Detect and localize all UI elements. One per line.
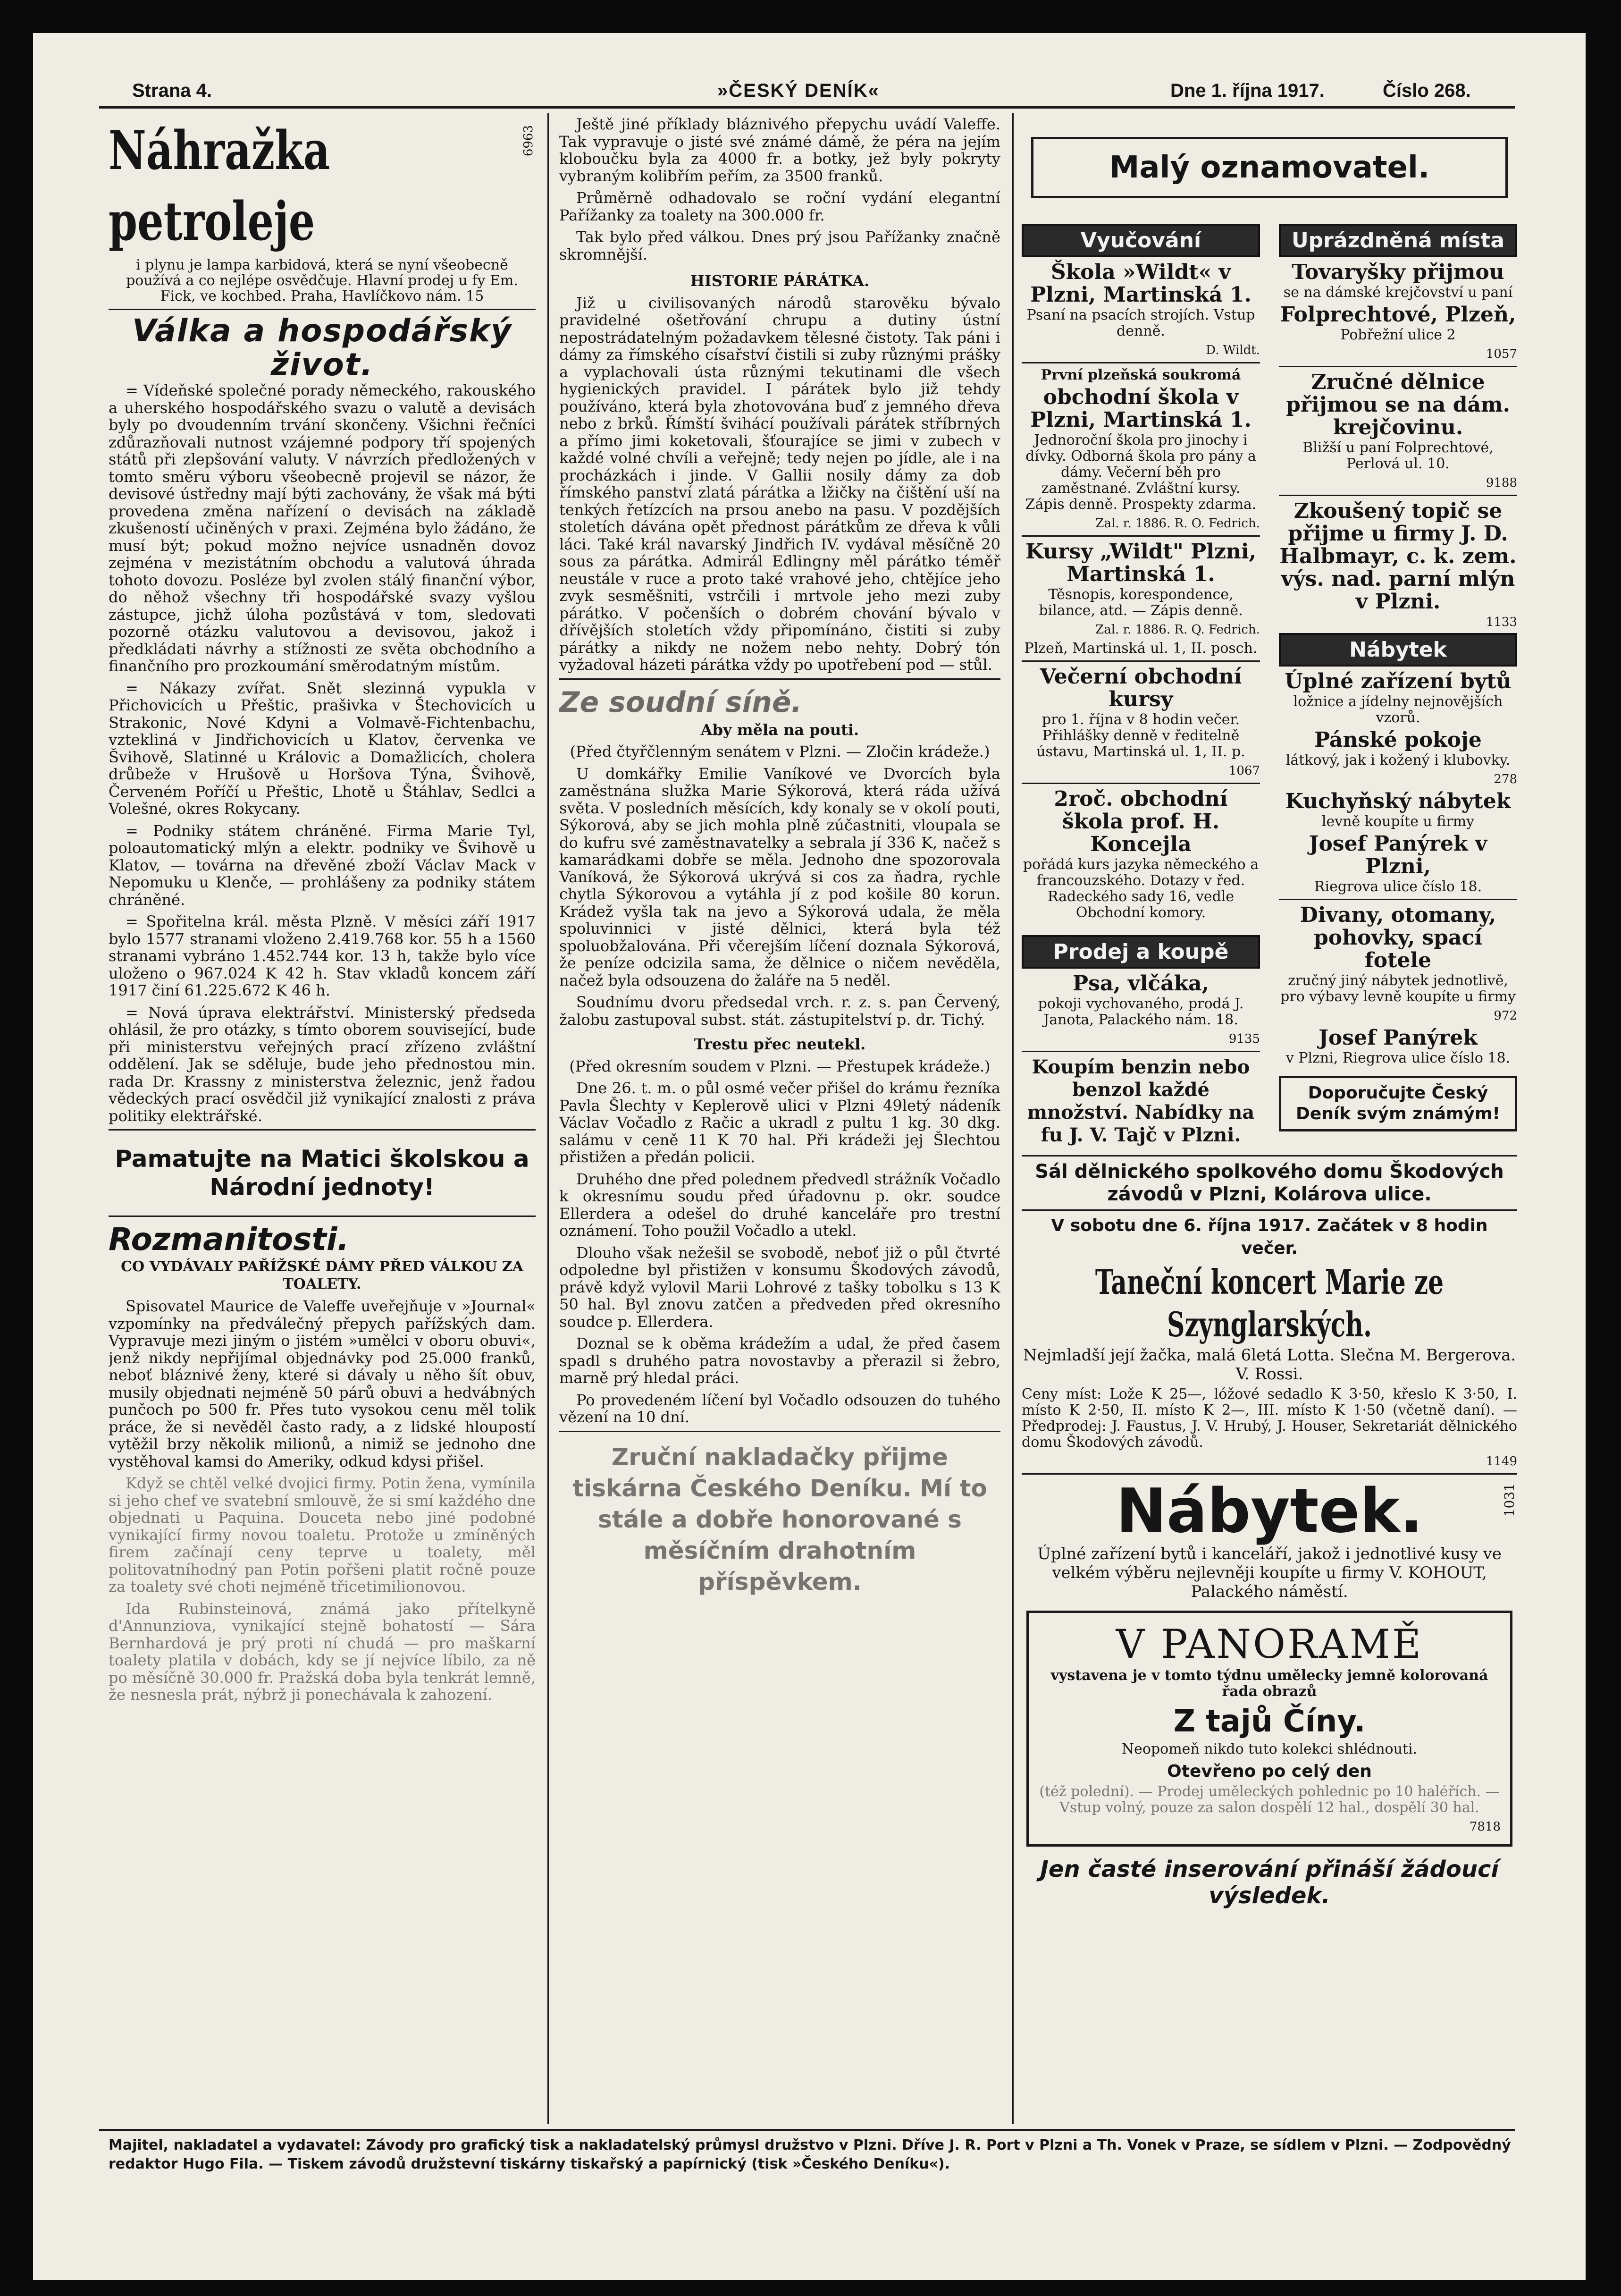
intro-paragraph: Průměrně odhadovalo se roční vydání elegantní Pařížanky za toalety na 300.000 fr. (559, 189, 1000, 224)
sale2-text: Koupím benzin nebo benzol každé množství. Nabídky na fu J. V. Tajč v Plzni. (1027, 1056, 1255, 1146)
furn4-code: 972 (1494, 1009, 1517, 1023)
panorama-hours: Otevřeno po celý den (1167, 1762, 1372, 1781)
school3-title: Kursy „Wildt" Plzni, Martinská 1. (1025, 540, 1256, 586)
newspaper-page (33, 33, 1586, 2280)
divider (559, 1431, 1000, 1432)
evening-courses-code: 1067 (1228, 764, 1260, 778)
column-divider (1012, 113, 1014, 2124)
job3-code: 1133 (1486, 615, 1517, 629)
petrol-ad-code: 6963 (521, 125, 536, 157)
war-paragraph: = Nová úprava elektrářství. Ministerský předseda ohlásil, že pro otázky, s tímto oborem související, bude při ministerstvu veřejných prací zřízeno zvláštní oddělení. Jak se sděluje, bude jeho přednostou min. rada Dr. Krassny z ministerstva železnic, jenž řadou vědeckých prací osvědčil již vynikající znalosti z práva politiky elektrářské. (109, 1003, 536, 1125)
school2-head: První plzeňská soukromá (1041, 367, 1241, 383)
furn3-name: Josef Panýrek v Plzni, (1309, 832, 1487, 878)
tile-jobs: Uprázdněná místa (1279, 224, 1517, 257)
case2-paragraph: Druhého dne před polednem předvedl strážník Vočadlo k okresnímu soudu před úřadovnu p. okr. soudce Ellerdera a odešel do druhé kanceláře pro trestní oznámení. Toho použil Vočadlo a utekl. (559, 1170, 1000, 1240)
petrol-ad-title: Náhražka petroleje (109, 120, 330, 253)
school1-sign: D. Wildt. (1206, 343, 1260, 357)
job2-text: Bližší u paní Folprechtové, Perlová ul. 10. (1302, 439, 1494, 472)
case1-subtitle: (Před čtyřčlenným senátem v Plzni. — Zločin krádeže.) (570, 743, 990, 760)
panorama-ad (1026, 1611, 1512, 1847)
concert-title: Taneční koncert Marie ze Szynglarských. (1095, 1262, 1444, 1344)
divider (1279, 899, 1517, 900)
war-section-title: Válka a hospodářský život. (132, 312, 512, 383)
column-2 (559, 116, 1000, 2124)
bottom-notice: Zruční nakladačky přijme tiskárna Českého Deníku. Mí to stále a dobře honorované s měsíčním drahotním příspěvkem. (572, 1443, 987, 1595)
job3-title: Zkoušený topič se přijme u firmy J. D. Halbmayr, c. k. zem. výs. nad. parní mlýn v Plzni. (1279, 499, 1517, 614)
divider (1022, 535, 1260, 537)
job1-title: Tovaryšky přijmou (1292, 260, 1504, 284)
divider (109, 309, 536, 310)
petrol-ad-text: i plynu je lampa karbidová, která se nyní všeobecně používá a co nejlépe osvědčuje. Hlavní prodej u fy Em. Fick, ve kochbed. Praha, Havlíčkovo nám. 15 (126, 257, 518, 304)
divider (109, 1129, 536, 1131)
divider (1022, 1473, 1517, 1475)
furniture-big-title: Nábytek. (1116, 1476, 1423, 1546)
issue-number: Číslo 268. (1383, 80, 1471, 101)
case2-paragraph: Po provedeném líčení byl Vočadlo odsouzen do tuhého vězení na 10 dní. (559, 1391, 1000, 1426)
classifieds-right (1279, 222, 1517, 1132)
classifieds-banner: Malý oznamovatel. (1031, 137, 1508, 198)
divider (1279, 366, 1517, 367)
issue-date: Dne 1. října 1917. (1170, 80, 1325, 101)
divider (1022, 660, 1260, 662)
concert-text: Nejmladší její žačka, malá 6letá Lotta. Slečna M. Bergerova. V. Rossi. (1023, 1346, 1516, 1384)
furniture-big-text: Úplné zařízení bytů i kanceláří, jakož i jednotlivé kusy ve velkém výběru nejlevněji koupíte u firmy V. KOHOUT, Palackého náměstí. (1037, 1545, 1502, 1601)
job1-code: 1057 (1486, 347, 1517, 361)
header-rule (99, 106, 1515, 109)
misc-section-title: Rozmanitosti. (109, 1221, 349, 1258)
divider (1022, 362, 1260, 363)
masthead-title: »ČESKÝ DENÍK« (717, 80, 880, 101)
column-1 (109, 116, 536, 2124)
classifieds-columns (1022, 222, 1517, 1148)
furn3-address: Riegrova ulice číslo 18. (1314, 878, 1482, 895)
panorama-name: Z tajů Číny. (1173, 1704, 1366, 1739)
footer-rule (99, 2129, 1515, 2131)
concert-date: V sobotu dne 6. října 1917. Začátek v 8 hodin večer. (1051, 1216, 1488, 1258)
column-3 (1022, 116, 1517, 2124)
intro-paragraph: Tak bylo před válkou. Dnes prý jsou Pařížanky značně skromnější. (559, 228, 1000, 263)
tile-teaching: Vyučování (1022, 224, 1260, 257)
misc-subtitle: CO VYDÁVALY PAŘÍŽSKÉ DÁMY PŘED VÁLKOU ZA TOALETY. (121, 1258, 523, 1292)
job1-text: se na dámské krejčovství u paní (1283, 284, 1513, 301)
furn1-title: Úplné zařízení bytů (1285, 669, 1512, 693)
furn4-address: v Plzni, Riegrova ulice číslo 18. (1285, 1050, 1511, 1066)
case2-title: Trestu přec neutekl. (694, 1035, 866, 1053)
petrol-ad (109, 116, 536, 304)
case2-paragraph: Dne 26. t. m. o půl osmé večer přišel do krámu řezníka Pavla Šlechty v Keplerově ulici v Plzni 49letý nádeník Václav Vočadlo z Račic a ukradl z pultu 1 kg. 30 dkg. salámu v ceně 11 K 70 hal. Při krádeži jej Šlechtou přistižen a předán policii. (559, 1079, 1000, 1166)
panorama-code: 7818 (1469, 1820, 1501, 1834)
insert-slogan: Jen časté inserování přináší žádoucí výsledek. (1040, 1856, 1499, 1909)
war-paragraph: = Spořitelna král. města Plzně. V měsíci září 1917 bylo 1577 stranami vloženo 2.419.768 kor. 55 h a 1560 stranami vybráno 1.452.744 kor. 13 h, takže bylo více uloženo o 967.024 K 42 h. Stav vkladů koncem září 1917 činí 61.225.672 K 46 h. (109, 912, 536, 999)
school3-address: Plzeň, Martinská ul. 1, II. posch. (1024, 640, 1258, 657)
furn3-title: Kuchyňský nábytek (1285, 789, 1511, 813)
panorama-subtitle: vystavena je v tomto týdnu umělecky jemně kolorovaná řada obrazů (1050, 1667, 1488, 1700)
tile-sale: Prodej a koupě (1022, 935, 1260, 969)
job1-address: Pobřežní ulice 2 (1340, 327, 1456, 343)
school2-sign: Zal. r. 1886. R. O. Fedrich. (1095, 516, 1260, 531)
school4-text: pořádá kurs jazyka německého a francouzského. Dotazy v řed. Radeckého sady 16, vedle Obchodní komory. (1023, 856, 1259, 921)
divider (1022, 1209, 1517, 1211)
furn2-text: látkový, jak i kožený i klubovky. (1285, 752, 1511, 768)
divider (1279, 495, 1517, 496)
school1-title: Škola »Wildt« v Plzni, Martinská 1. (1030, 260, 1251, 307)
divider (1022, 1051, 1260, 1052)
column-divider (547, 113, 549, 2124)
furn4-name: Josef Panýrek (1319, 1026, 1478, 1050)
school3-text: Těsnopis, korespondence, bilance, atd. — Zápis denně. (1039, 586, 1243, 619)
intro-paragraph: Ještě jiné příklady bláznivého přepychu uvádí Valeffe. Tak vypravuje o jisté své známé dámě, že péra na jejím kloboučku byla za 4000 fr. a botky, jež byly pokryty vybraným kolibřím peřím, za 3500 franků. (559, 116, 1000, 185)
panorama-info: (též polední). — Prodej uměleckých pohlednic po 10 haléřích. — Vstup volný, pouze za salon dospělí 12 hal., dospělí 30 hal. (1039, 1783, 1500, 1816)
panorama-title: V PANORAMĚ (1116, 1621, 1423, 1667)
school2-text: Jednoroční škola pro jinochy i dívky. Odborná škola pro pány a dámy. Večerní běh pro zaměstnané. Zvláštní kursy. Zápis denně. Prospekty zdarma. (1025, 432, 1257, 513)
classifieds-left (1022, 222, 1260, 1148)
case2-subtitle: (Před okresním soudem v Plzni. — Přestupek krádeže.) (569, 1057, 991, 1075)
furn1-text: ložnice a jídelny nejnovějších vzorů. (1293, 693, 1503, 726)
court-section-title: Ze soudní síně. (559, 685, 802, 719)
furniture-big-code: 1031 (1502, 1483, 1517, 1517)
tile-furniture: Nábytek (1279, 633, 1517, 667)
case1-paragraph: U domkářky Emilie Vaníkové ve Dvorcích byla zaměstnána služka Marie Sýkorová, která ráda užívá světa. V posledních měsících, kdy konaly se v okolí pouti, Sýkorová, aby se jich mohla plně zúčastniti, vloupala se do kufru své zaměstnavatelky a sebrala jí 336 K, načež s kamarádkami dobře se měla. Jednoho dne spozorovala Vaníková, že Sýkorová ukrývá si cos za ňadra, rychle chytla Sýkorovou a vytáhla jí z pod košile 80 korun. Krádež vyšla tak na jevo a Sýkorová udala, že měla spoluvinnici v jisté dělnici, která byla též spoluobžalována. Při včerejším líčení doznala Sýkorová, že peníze odcizila sama, že dělnice o ničem nevěděla, načež byla odsouzena do žaláře na 5 neděl. (559, 764, 1000, 989)
school1-text: Psaní na psacích strojích. Vstup denně. (1026, 307, 1255, 339)
sale1-code: 9135 (1228, 1032, 1260, 1046)
sale1-text: pokoji vychovaného, prodá J. Janota, Palackého nám. 18. (1038, 996, 1244, 1028)
page-number: Strana 4. (132, 80, 212, 101)
appeal-notice: Pamatujte na Matici školskou a Národní jednoty! (115, 1145, 529, 1201)
divider (1022, 783, 1260, 784)
case1-paragraph: Soudnímu dvoru předsedal vrch. r. z. s. pan Červený, žalobu zastupoval subst. stát. zástupitelství p. dr. Tichý. (559, 993, 1000, 1029)
case1-title: Aby měla na pouti. (700, 720, 859, 739)
school3-sign: Zal. r. 1886. R. Q. Fedrich. (1095, 623, 1260, 637)
furniture-big-ad (1022, 1478, 1517, 1601)
history-paragraph: Již u civilisovaných národů starověku bývalo pravidelné ošetřování chrupu a dutiny ústní nepostrádatelným požadavkem tělesné čistoty. Tak páni i dámy za římského císařství čistili si zuby různými prášky a vyplachovali ústa různými tekutinami dle všech hygienických pravidel. I párátek bylo již tehdy používáno, která byla zhotovována buď z jemného dřeva nebo z brků. Římští švihácí používali párátek stříbrných a přímo jimi koketovali, šťourajíce se jimi v zubech v každé volné chvíli a veřejně; tedy nejen po jídle, ale i na procházkách i jinde. V Gallii nosily dámy za dob římského panství zlatá párátka a lžičky na čištění uší na tenkých řetízcích na prsou anebo na pasu. V pozdějších stoletích dávána opět přednost párátkům ze dřeva k vůli láci. Také král navarský Jindřich IV. vydával měsíčně 20 sous za párátka. Admirál Edlingny měl párátko téměř neustále v ruce a proto také vrahové jeho, chtějíce jeho zvyk sesměšniti, vstrčili i mrtvole jeho mezi zuby párátko. V počenších o dobrém chování bývalo v dřívějších stoletích vždy připomínáno, čistiti si zuby párátky a nikdy ne nožem nebo nehty. Dobrý tón vyžadoval házeti párátka vždy po upotřebení pod — stůl. (559, 294, 1000, 674)
school2-title: obchodní škola v Plzni, Martinská 1. (1030, 385, 1251, 432)
job1-name: Folprechtové, Plzeň, (1280, 303, 1516, 327)
evening-courses-title: Večerní obchodní kursy (1040, 665, 1242, 711)
panorama-text: Neopomeň nikdo tuto kolekci shlédnouti. (1121, 1741, 1418, 1757)
misc-paragraph: Ida Rubinsteinová, známá jako přítelkyně d'Annunziova, vynikající stejně bohatostí — Sára Bernhardová je prý proti ní chudá — pro maškarní toalety platila v dobách, kdy se jí nejvíce líbilo, za ně po měsíčně 30.000 fr. Pražská doba byla tenkrát lemně, že nesnesla prát, nýbrž ji ponechávala k zahození. (109, 1599, 536, 1704)
war-paragraph: = Nákazy zvířat. Snět slezinná vypukla v Přichovicích u Přeštic, prašivka v Štechovicích u Strakonic, Nové Kdyni a Volmavě-Fichtenbachu, vztekliná v Jindřichovicích u Klatov, červenka ve Švihově, Slatinné u Královic a Domažlicích, cholera drůbeže v Hrušově u Horšova Týna, Švihově, Červeném Poříčí u Přeštic, Lhotě u Štáhlav, Sedlci a Volešné, okres Rokycany. (109, 679, 536, 818)
divider (559, 678, 1000, 680)
divider (109, 1216, 536, 1217)
divider (1022, 1155, 1517, 1156)
misc-paragraph: Spisovatel Maurice de Valeffe uveřejňuje v »Journal« vzpomínky na předválečný přepych pařížských dam. Vypravuje mezi jiným o jistém »umělci v oboru obuvi«, jenž nikdy nepřijímal objednávky pod 25.000 franků, neboť bláznivé ženy, které si dávaly u něho šít obuv, musily objednati nejméně 50 párů obuvi a hedvábných punčoch po 500 fr. Přes tuto vysokou cenu měl tolik práce, že si nevěděl často rady, a z lidské hloupostí vytěžil brzy několik milionů, a nimiž se jednoho dne vystěhoval kamsi do Ameriky, odkud kdysi přišel. (109, 1297, 536, 1470)
history-title: HISTORIE PÁRÁTKA. (690, 272, 870, 290)
war-paragraph: = Vídeňské společné porady německého, rakouského a uherského hospodářského svazu o valutě a devisách byly po dvoudenním trvání skončeny. Všichni řečníci zdůrazňovali nutnost vzájemné podpory tří spojených států při zlepšování valuty. V návrzích předložených v tomto směru výboru všeobecně projevil se názor, že devisové ústředny mají býti zachovány, že však má býti provedena změna nařízení o devisách na základě zkušeností učiněných v praxi. Zejména bylo žádáno, že musí být; pokud možno nejvíce usnadněn dovoz zejména v mezistátním obchodu a valutová úhrada tohoto dovozu. Posléze byl zvolen stálý finanční výbor, do něhož všechny tři hospodářské svazy vyšlou zástupce, jichž úloha pozůstává v tom, sledovati pozorně otázku valutovou a devisovou, jakož i předkládati návrhy a stížnosti ze světa obchodního a finančního pro prozkoumání směrodatným místům. (109, 381, 536, 675)
job2-code: 9188 (1486, 476, 1517, 490)
concert-code: 1149 (1486, 1454, 1517, 1469)
concert-prices: Ceny míst: Lože K 25—, lóžové sedadlo K 3·50, křeslo K 3·50, I. místo K 2·50, II. místo K 2—, III. místo K 1·50 (včetně daní). — Předprodej: J. Faustus, J. V. Hrubý, J. Houser, Sekretariát dělnického domu Škodových závodů. (1022, 1386, 1517, 1451)
furn2-code: 278 (1494, 772, 1517, 786)
case2-paragraph: Dlouho však nežešil se svobodě, neboť již o půl čtvrté odpoledne byl přistižen v konsumu Škodových závodů, právě když vylovil Marii Lohrové z tašky tobolku s 13 K 50 hal. Byl znovu zatčen a předveden před okresního soudce p. Ellerdera. (559, 1243, 1000, 1331)
concert-hall: Sál dělnického spolkového domu Škodových závodů v Plzni, Kolárova ulice. (1035, 1161, 1504, 1205)
furn4-text: zručný jiný nábytek jednotlivě, pro výbavy levně koupíte u firmy (1280, 972, 1516, 1005)
misc-paragraph: Když se chtěl velké dvojici firmy. Potin žena, vymínila si jeho chef ve svatební smlouvě, že si smí každého dne objednati u Paquina. Doucetа nebo jiné podobné vynikající firmy novou toaletu. Protože u zmíněných firem začínají ceny teprve u toalety, měl politovatníhodný pan Potin pořšeni platit ročně pouze za toalety své choti nejméně třicetimilionovou. (109, 1474, 536, 1595)
case2-paragraph: Doznal se k oběma krádežím a udal, že před časem spadl s druhého patra novostavby a přerazil si žebro, marně prý hledal práci. (559, 1334, 1000, 1387)
furn2-title: Pánské pokoje (1314, 728, 1482, 752)
furn4-title: Divany, otomany, pohovky, spací fotele (1300, 903, 1496, 972)
job2-title: Zručné dělnice přijmou se na dám. krejčovinu. (1286, 370, 1510, 439)
furn3-text: levně koupíte u firmy (1321, 813, 1475, 830)
evening-courses-text: pro 1. října v 8 hodin večer. Přihlášky denně v ředitelně ústavu, Martinská ul. 1, II. p. (1036, 711, 1245, 760)
imprint: Majitel, nakladatel a vydavatel: Závody pro grafický tisk a nakladatelský průmysl družstvo v Plzni. Dříve J. R. Port v Plzni a Th. Vonek v Praze, se sídlem v Plzni. — Zodpovědný redaktor Hugo Fila. — Tiskem závodů družstevní tiskárny tiskařský a papírnický (tisk »Českého Deníku«). (109, 2137, 1511, 2172)
school4-title: 2roč. obchodní škola prof. H. Koncejla (1054, 787, 1228, 856)
recommend-box: Doporučujte Český Deník svým známým! (1279, 1076, 1517, 1131)
sale1-title: Psa, vlčáka, (1073, 971, 1209, 996)
war-paragraph: = Podniky státem chráněné. Firma Marie Tyl, poloautomatický mlýn a elektr. podniky ve Švihově u Klatov, — továrna na dřevěné zboží Václav Mack v Nepomuku u Klenče, — prohlášeny za podniky státem chráněné. (109, 821, 536, 909)
